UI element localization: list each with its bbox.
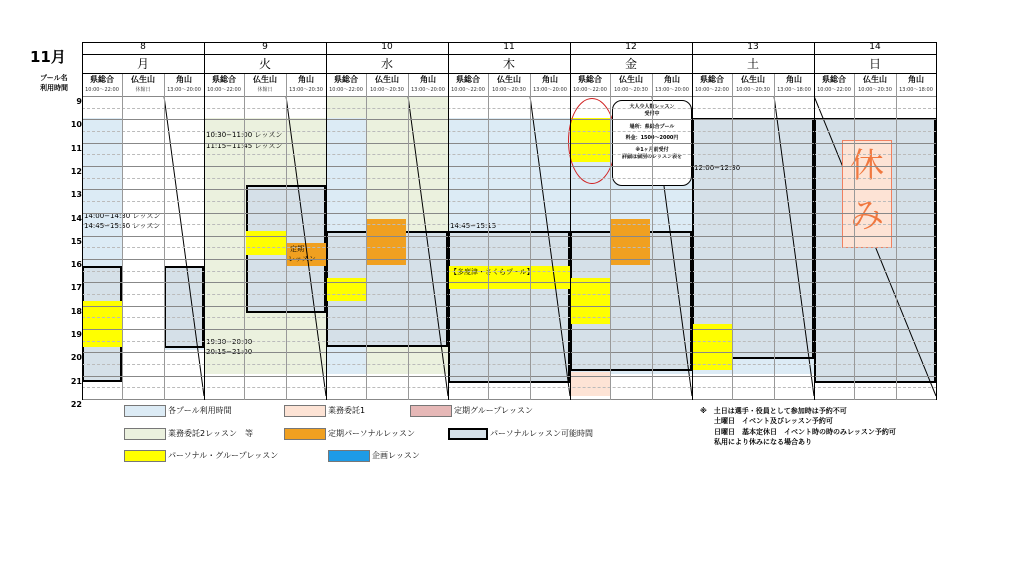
pool-name: 仏生山 bbox=[863, 75, 887, 84]
day-number: 11 bbox=[503, 42, 515, 52]
grid-vline-pool bbox=[286, 74, 287, 400]
pool-name: 角山 bbox=[664, 75, 680, 84]
pool-time: 13:00〜20:00 bbox=[167, 87, 201, 93]
pool-time: 10:00〜22:00 bbox=[85, 87, 119, 93]
day-number: 9 bbox=[262, 42, 268, 52]
grid-hline bbox=[82, 236, 936, 237]
pool-name: 角山 bbox=[420, 75, 436, 84]
tue-evening-note-2: 20:15−21:00 bbox=[206, 348, 253, 356]
pool-name: 角山 bbox=[786, 75, 802, 84]
grid-hline bbox=[82, 399, 936, 400]
pool-name: 仏生山 bbox=[619, 75, 643, 84]
grid-vline-pool bbox=[732, 74, 733, 400]
pool-time: 13:00〜20:00 bbox=[411, 87, 445, 93]
grid-vline-pool bbox=[530, 74, 531, 400]
grid-hline bbox=[82, 178, 936, 179]
grid-hline bbox=[82, 317, 936, 318]
hour-label: 14 bbox=[70, 213, 82, 223]
tue-regular-note-2: レッスン bbox=[288, 255, 316, 263]
side-note-1: ※ 土日は選手・役員として参加時は予約不可 bbox=[700, 407, 847, 415]
grid-hline bbox=[82, 247, 936, 248]
pool-time: 13:00〜20:30 bbox=[289, 87, 323, 93]
grid-vline-pool bbox=[652, 74, 653, 400]
pool-name: 県総合 bbox=[212, 75, 236, 84]
pool-time: 10:00〜20:30 bbox=[858, 87, 892, 93]
pool-name: 角山 bbox=[176, 75, 192, 84]
hour-label: 20 bbox=[70, 353, 82, 363]
grid-hline bbox=[82, 282, 936, 283]
pool-name: 仏生山 bbox=[497, 75, 521, 84]
day-number: 13 bbox=[747, 42, 759, 52]
tue-lesson-note-1: 10:30−11:00 レッスン bbox=[206, 131, 283, 139]
grid-hline bbox=[82, 376, 936, 377]
tue-evening-note-1: 19:30−20:00 bbox=[206, 338, 253, 346]
day-number: 8 bbox=[140, 42, 146, 52]
legend-swatch-personal-possible bbox=[448, 428, 488, 440]
pool-time: 10:00〜20:30 bbox=[614, 87, 648, 93]
grid-vline-pool bbox=[896, 74, 897, 400]
grid-vline-pool bbox=[366, 74, 367, 400]
legend-label-special: 企画レッスン bbox=[372, 451, 420, 460]
pool-name: 県総合 bbox=[700, 75, 724, 84]
callout-title: 大人少人数レッスン bbox=[629, 104, 675, 110]
legend-swatch-gyomu2 bbox=[124, 428, 166, 440]
day-number: 12 bbox=[625, 42, 637, 52]
pool-name: 角山 bbox=[542, 75, 558, 84]
grid-hline bbox=[82, 341, 936, 342]
grid-hline bbox=[82, 259, 936, 260]
grid-hline bbox=[82, 131, 936, 132]
time-row-label: 利用時間 bbox=[40, 84, 68, 92]
grid-hline bbox=[82, 294, 936, 295]
callout-line1: ※1ヶ月前受付 bbox=[635, 147, 669, 153]
pool-time: 10:00〜22:00 bbox=[451, 87, 485, 93]
mon-lesson-note-2: 14:45−15:30 レッスン bbox=[84, 222, 161, 230]
pool-time: 10:00〜22:00 bbox=[573, 87, 607, 93]
pool-time: 休館日 bbox=[135, 87, 151, 93]
pool-time: 10:00〜22:00 bbox=[817, 87, 851, 93]
day-number: 14 bbox=[869, 42, 881, 52]
pool-time: 10:00〜22:00 bbox=[207, 87, 241, 93]
grid-vline-pool bbox=[774, 74, 775, 400]
legend-swatch-regular-personal bbox=[284, 428, 326, 440]
month-label: 11月 bbox=[30, 48, 66, 66]
hour-label: 19 bbox=[70, 330, 82, 339]
callout-line2: 詳細は個別のレッスン表を bbox=[622, 154, 682, 160]
legend-label-pool-time: 各プール利用時間 bbox=[168, 406, 232, 415]
thu-lesson-note: 14:45−15:15 bbox=[450, 222, 497, 230]
day-name: 火 bbox=[204, 54, 326, 74]
tue-lesson-note-2: 11:15−11:45 レッスン bbox=[206, 142, 283, 150]
hour-label: 13 bbox=[70, 190, 82, 200]
legend-swatch-special bbox=[328, 450, 370, 462]
callout-fee: 料金：1500〜2000円 bbox=[625, 135, 679, 141]
pool-name: 県総合 bbox=[578, 75, 602, 84]
grid-vline-pool bbox=[244, 74, 245, 400]
pool-name: 角山 bbox=[908, 75, 924, 84]
holiday-stamp bbox=[842, 140, 892, 248]
callout-place: 場所：県総合プール bbox=[629, 124, 675, 130]
hour-label: 11 bbox=[70, 143, 82, 153]
pool-name: 仏生山 bbox=[253, 75, 277, 84]
day-number: 10 bbox=[381, 42, 393, 52]
grid-vline-pool bbox=[488, 74, 489, 400]
grid-vline-day bbox=[570, 42, 571, 400]
grid-hline bbox=[82, 364, 936, 365]
pool-time: 10:00〜20:30 bbox=[736, 87, 770, 93]
grid-hline bbox=[82, 119, 936, 120]
sat-lesson-note: 12:00−12:30 bbox=[694, 164, 741, 172]
hour-label: 15 bbox=[70, 236, 82, 246]
grid-hline bbox=[82, 201, 936, 202]
holiday-char-2: み bbox=[850, 196, 884, 236]
day-name: 水 bbox=[326, 54, 448, 74]
legend-label-gyomu2: 業務委託2レッスン 等 bbox=[168, 429, 254, 438]
pool-name: 角山 bbox=[298, 75, 314, 84]
tue-regular-note-1: 定期 bbox=[290, 245, 304, 253]
legend-swatch-personal-group bbox=[124, 450, 166, 462]
pool-time: 13:00〜20:00 bbox=[655, 87, 689, 93]
callout-sub: 受付中 bbox=[644, 111, 660, 117]
grid-vline-day bbox=[814, 42, 815, 400]
legend-label-personal-group: パーソナル・グループレッスン bbox=[168, 451, 279, 460]
grid-hline bbox=[82, 154, 936, 155]
side-note-3: 日曜日 基本定休日 イベント時の時のみレッスン予約可 bbox=[714, 428, 896, 436]
legend-label-regular-group: 定期グループレッスン bbox=[454, 406, 533, 415]
grid-vline-day bbox=[326, 42, 327, 400]
hour-label: 18 bbox=[70, 306, 82, 316]
grid-hline bbox=[82, 224, 936, 225]
grid-vline-day bbox=[692, 42, 693, 400]
pool-name: 仏生山 bbox=[741, 75, 765, 84]
pool-time: 13:00〜18:00 bbox=[899, 87, 933, 93]
hour-label: 9 bbox=[76, 97, 82, 106]
grid-hline bbox=[82, 143, 936, 144]
legend-swatch-gyomu1 bbox=[284, 405, 326, 417]
grid-hline bbox=[82, 189, 936, 190]
pool-name: 県総合 bbox=[822, 75, 846, 84]
hour-label: 10 bbox=[70, 120, 82, 130]
hour-label: 12 bbox=[70, 166, 82, 176]
grid-hline bbox=[82, 271, 936, 272]
pool-time: 13:00〜20:00 bbox=[533, 87, 567, 93]
grid-vline-day bbox=[204, 42, 205, 400]
grid-vline-day bbox=[448, 42, 449, 400]
hour-label: 21 bbox=[70, 376, 82, 386]
pool-time: 10:00〜22:00 bbox=[329, 87, 363, 93]
grid-vline-pool bbox=[854, 74, 855, 400]
highlight-circle bbox=[568, 98, 616, 184]
grid-vline-pool bbox=[122, 74, 123, 400]
legend-label-regular-personal: 定期パーソナルレッスン bbox=[328, 429, 415, 438]
grid-hline bbox=[82, 352, 936, 353]
pool-time: 10:00〜22:00 bbox=[695, 87, 729, 93]
pool-name: 県総合 bbox=[90, 75, 114, 84]
legend-swatch-regular-group bbox=[410, 405, 452, 417]
grid-hline bbox=[82, 213, 936, 214]
pool-time: 10:00〜20:30 bbox=[370, 87, 404, 93]
legend-label-gyomu1: 業務委託1 bbox=[328, 406, 366, 415]
grid-hline bbox=[82, 306, 936, 307]
pool-time: 13:00〜18:00 bbox=[777, 87, 811, 93]
pool-name: 県総合 bbox=[334, 75, 358, 84]
day-name: 日 bbox=[814, 54, 936, 74]
grid-vline-day bbox=[82, 42, 83, 400]
pool-time: 10:00〜20:30 bbox=[492, 87, 526, 93]
hour-label: 16 bbox=[70, 260, 82, 270]
grid-vline-pool bbox=[610, 74, 611, 400]
side-note-4: 私用により休みになる場合あり bbox=[714, 438, 812, 446]
legend-swatch-pool-time bbox=[124, 405, 166, 417]
mon-lesson-note-1: 14:00−14:30 レッスン bbox=[84, 212, 161, 220]
grid-hline bbox=[82, 329, 936, 330]
schedule-grid bbox=[82, 96, 936, 400]
pool-name: 仏生山 bbox=[131, 75, 155, 84]
pool-name: 県総合 bbox=[456, 75, 480, 84]
hour-label: 22 bbox=[70, 399, 82, 409]
day-name: 土 bbox=[692, 54, 814, 74]
legend-label-personal-possible: パーソナルレッスン可能時間 bbox=[490, 429, 593, 438]
grid-hline bbox=[82, 387, 936, 388]
grid-vline-pool bbox=[164, 74, 165, 400]
side-note-2: 土曜日 イベント及びレッスン予約可 bbox=[714, 417, 833, 425]
holiday-char-1: 休 bbox=[850, 146, 884, 186]
day-name: 木 bbox=[448, 54, 570, 74]
grid-hline bbox=[82, 166, 936, 167]
pool-row-label: プール名 bbox=[40, 74, 68, 82]
grid-vline-day bbox=[936, 42, 937, 400]
pool-name: 仏生山 bbox=[375, 75, 399, 84]
grid-hline bbox=[82, 108, 936, 109]
day-name: 月 bbox=[82, 54, 204, 74]
grid-hline bbox=[82, 96, 936, 97]
day-name: 金 bbox=[570, 54, 692, 74]
grid-vline-pool bbox=[408, 74, 409, 400]
thu-pool-note: 【多度津・さくらプール】 bbox=[450, 268, 534, 276]
hour-label: 17 bbox=[70, 283, 82, 293]
pool-time: 休館日 bbox=[257, 87, 273, 93]
